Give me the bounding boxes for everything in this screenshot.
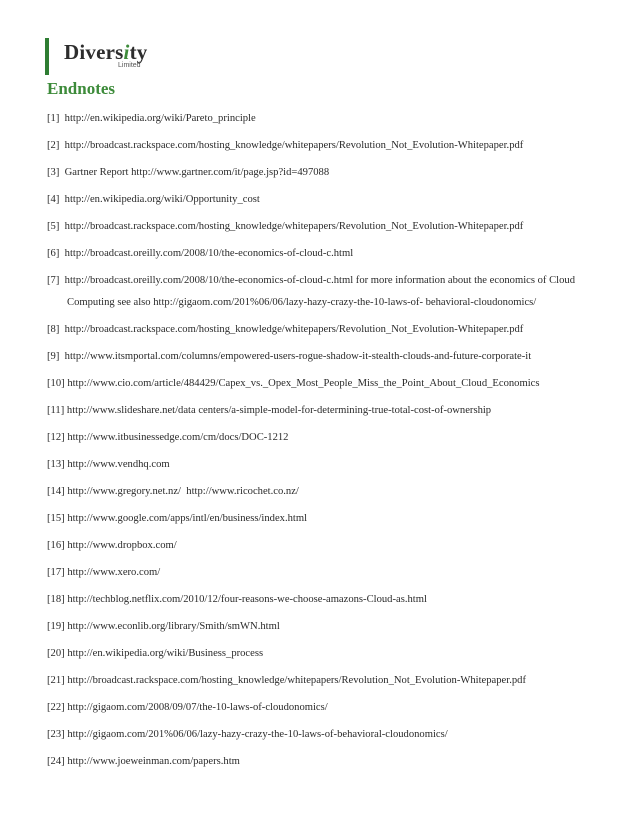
endnote-number: [11] bbox=[47, 405, 65, 416]
endnote-item bbox=[47, 429, 607, 447]
endnote-link[interactable]: http://gigaom.com/2008/09/07/the-10-laws-of-cloudonomics/ bbox=[67, 702, 328, 713]
endnote-number: [17] bbox=[47, 567, 65, 578]
endnote-link-continued[interactable]: Computing see also http://gigaom.com/201%06/06/lazy-hazy-crazy-the-10-laws-of- behavioral-cloudonomics/ bbox=[67, 297, 537, 308]
endnote-item bbox=[47, 164, 607, 182]
endnote-item bbox=[47, 537, 607, 555]
endnote-link[interactable]: http://broadcast.oreilly.com/2008/10/the-economics-of-cloud-c.html bbox=[64, 248, 354, 259]
endnote-number: [24] bbox=[47, 756, 65, 767]
endnotes-list bbox=[47, 110, 607, 771]
endnote-item bbox=[47, 137, 607, 155]
endnote-number: [2] bbox=[47, 140, 60, 151]
endnote-link[interactable]: http://www.gregory.net.nz/ http://www.ricochet.co.nz/ bbox=[67, 486, 299, 497]
company-logo bbox=[64, 40, 148, 69]
logo-text-part: Divers bbox=[64, 40, 124, 64]
endnote-number: [10] bbox=[47, 378, 65, 389]
endnote-item bbox=[47, 672, 607, 690]
endnote-item bbox=[47, 726, 607, 744]
endnote-number: [5] bbox=[47, 221, 60, 232]
endnote-link[interactable]: Gartner Report http://www.gartner.com/it/page.jsp?id=497088 bbox=[64, 167, 330, 178]
endnote-number: [19] bbox=[47, 621, 65, 632]
endnote-item bbox=[47, 245, 607, 263]
endnote-number: [21] bbox=[47, 675, 65, 686]
endnote-item bbox=[47, 564, 607, 582]
endnote-link[interactable]: http://www.itbusinessedge.com/cm/docs/DOC-1212 bbox=[67, 432, 289, 443]
endnote-link[interactable]: http://www.joeweinman.com/papers.htm bbox=[67, 756, 240, 767]
endnote-item bbox=[47, 402, 607, 420]
endnote-number: [7] bbox=[47, 275, 60, 286]
endnote-item bbox=[47, 510, 607, 528]
endnote-link[interactable]: http://broadcast.rackspace.com/hosting_knowledge/whitepapers/Revolution_Not_Evolution-Whitepaper.pdf bbox=[64, 324, 524, 335]
endnote-link[interactable]: http://www.xero.com/ bbox=[67, 567, 161, 578]
endnote-link[interactable]: http://gigaom.com/201%06/06/lazy-hazy-crazy-the-10-laws-of-behavioral-cloudonomics/ bbox=[67, 729, 448, 740]
endnote-item bbox=[47, 645, 607, 663]
endnote-link[interactable]: http://techblog.netflix.com/2010/12/four-reasons-we-choose-amazons-Cloud-as.html bbox=[67, 594, 427, 605]
endnote-number: [15] bbox=[47, 513, 65, 524]
logo-text-part: ty bbox=[129, 40, 148, 64]
endnote-item bbox=[47, 591, 607, 609]
endnote-item bbox=[47, 618, 607, 636]
endnote-number: [9] bbox=[47, 351, 60, 362]
endnote-number: [16] bbox=[47, 540, 65, 551]
endnote-number: [20] bbox=[47, 648, 65, 659]
endnote-item bbox=[47, 456, 607, 474]
logo-subtitle: Limited bbox=[118, 62, 141, 69]
endnote-number: [23] bbox=[47, 729, 65, 740]
endnote-number: [3] bbox=[47, 167, 60, 178]
logo-accent-bar bbox=[45, 38, 49, 75]
endnote-number: [1] bbox=[47, 113, 60, 124]
endnote-link[interactable]: http://broadcast.rackspace.com/hosting_knowledge/whitepapers/Revolution_Not_Evolution-Whitepaper.pdf bbox=[67, 675, 526, 686]
endnote-item bbox=[47, 699, 607, 717]
endnote-link[interactable]: http://www.google.com/apps/intl/en/business/index.html bbox=[67, 513, 308, 524]
endnote-item bbox=[47, 191, 607, 209]
endnote-number: [8] bbox=[47, 324, 60, 335]
endnote-item bbox=[47, 348, 607, 366]
endnote-item bbox=[47, 110, 607, 128]
endnote-item bbox=[47, 753, 607, 771]
endnote-item bbox=[47, 272, 607, 312]
endnote-link[interactable]: http://www.econlib.org/library/Smith/smWN.html bbox=[67, 621, 280, 632]
endnote-link[interactable]: http://broadcast.rackspace.com/hosting_knowledge/whitepapers/Revolution_Not_Evolution-Whitepaper.pdf bbox=[64, 140, 524, 151]
endnote-link[interactable]: http://www.slideshare.net/data centers/a-simple-model-for-determining-true-total-cost-of-ownership bbox=[66, 405, 492, 416]
endnote-link[interactable]: http://en.wikipedia.org/wiki/Business_process bbox=[67, 648, 264, 659]
page-title: Endnotes bbox=[47, 79, 116, 98]
endnote-number: [13] bbox=[47, 459, 65, 470]
endnote-number: [14] bbox=[47, 486, 65, 497]
endnote-number: [4] bbox=[47, 194, 60, 205]
endnote-link[interactable]: http://www.itsmportal.com/columns/empowered-users-rogue-shadow-it-stealth-clouds-and-future-corporate-it bbox=[64, 351, 532, 362]
endnote-item bbox=[47, 321, 607, 339]
endnote-link[interactable]: http://www.vendhq.com bbox=[67, 459, 170, 470]
endnote-item bbox=[47, 483, 607, 501]
endnote-link[interactable]: http://www.dropbox.com/ bbox=[67, 540, 177, 551]
endnote-number: [12] bbox=[47, 432, 65, 443]
endnote-link[interactable]: http://broadcast.rackspace.com/hosting_knowledge/whitepapers/Revolution_Not_Evolution-Whitepaper.pdf bbox=[64, 221, 524, 232]
endnote-link[interactable]: http://broadcast.oreilly.com/2008/10/the-economics-of-cloud-c.html for more information about the economics of Cloud bbox=[64, 275, 575, 286]
endnote-link[interactable]: http://en.wikipedia.org/wiki/Pareto_principle bbox=[64, 113, 256, 124]
endnote-item bbox=[47, 375, 607, 393]
endnote-number: [6] bbox=[47, 248, 60, 259]
endnote-item bbox=[47, 218, 607, 236]
endnote-link[interactable]: http://www.cio.com/article/484429/Capex_vs._Opex_Most_People_Miss_the_Point_About_Cloud_Economics bbox=[67, 378, 540, 389]
logo-mark: i bbox=[123, 40, 130, 64]
endnote-number: [18] bbox=[47, 594, 65, 605]
endnote-link[interactable]: http://en.wikipedia.org/wiki/Opportunity_cost bbox=[64, 194, 260, 205]
endnote-number: [22] bbox=[47, 702, 65, 713]
